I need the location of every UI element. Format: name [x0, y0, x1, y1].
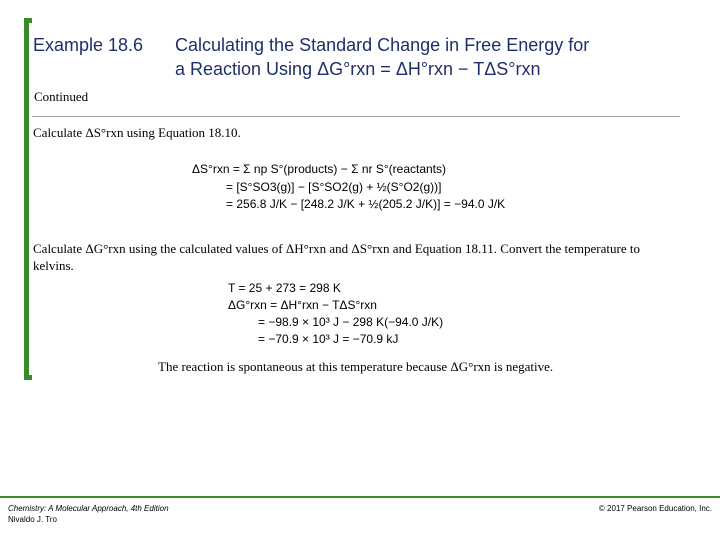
title-bracket: [24, 18, 32, 380]
step-2-text: Calculate ΔG°rxn using the calculated values of ΔH°rxn and ΔS°rxn and Equation 18.11. Convert the temperature to kelvins.: [33, 241, 640, 273]
gibbs-equation-line-4: = −70.9 × 10³ J = −70.9 kJ: [258, 332, 399, 346]
slide-title: [33, 33, 589, 81]
gibbs-equation-line-2: ΔG°rxn = ΔH°rxn − TΔS°rxn: [228, 298, 377, 312]
entropy-equation-line-2: = [S°SO3(g)] − [S°SO2(g) + ½(S°O2(g))]: [226, 180, 442, 194]
footer-author: Nivaldo J. Tro: [8, 515, 57, 524]
gibbs-equation-line-1: T = 25 + 273 = 298 K: [228, 281, 341, 295]
continued-label: Continued: [34, 89, 89, 104]
step-1-text: Calculate ΔS°rxn using Equation 18.10.: [33, 125, 241, 140]
entropy-equation-line-1: ΔS°rxn = Σ np S°(products) − Σ nr S°(reactants): [192, 162, 447, 176]
title-line-1: Calculating the Standard Change in Free Energy for: [175, 35, 590, 55]
footer-copyright: © 2017 Pearson Education, Inc.: [598, 504, 712, 513]
example-number: Example 18.6: [33, 35, 144, 55]
gibbs-equation-line-3: = −98.9 × 10³ J − 298 K(−94.0 J/K): [258, 315, 444, 329]
conclusion-text: The reaction is spontaneous at this temperature because ΔG°rxn is negative.: [158, 359, 554, 374]
footer-rule: [0, 496, 720, 498]
entropy-equation-line-3: = 256.8 J/K − [248.2 J/K + ½(205.2 J/K)] = −94.0 J/K: [226, 197, 506, 211]
title-line-2: a Reaction Using ΔG°rxn = ΔH°rxn − TΔS°rxn: [175, 59, 541, 79]
divider: [32, 116, 680, 117]
footer-book: Chemistry: A Molecular Approach, 4th Edition: [8, 504, 169, 513]
